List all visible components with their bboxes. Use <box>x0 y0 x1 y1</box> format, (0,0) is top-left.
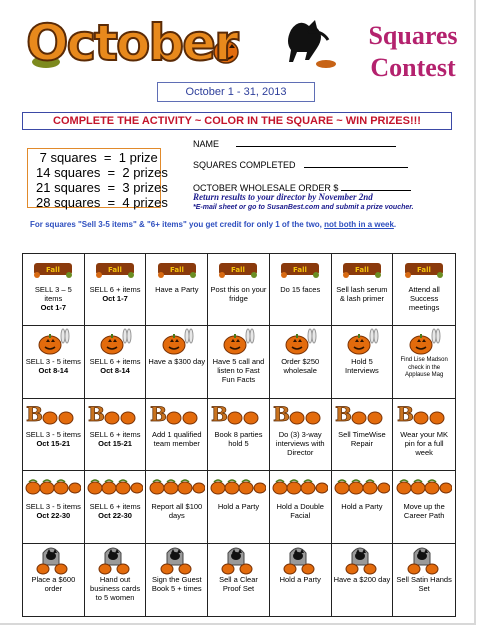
square-label: Have a $200 day <box>333 574 391 584</box>
pumpkin-icon <box>208 326 269 356</box>
square-date-range: Oct 1-7 <box>40 303 67 312</box>
squares-field[interactable] <box>193 158 408 170</box>
contest-square[interactable] <box>85 326 147 398</box>
contest-square[interactable] <box>393 544 455 616</box>
boo-pumpkins-icon <box>146 399 207 429</box>
note-text: For squares "Sell 3-5 items" & "6+ items" you get credit for only 1 of the two, <box>30 220 325 229</box>
contest-square[interactable] <box>208 544 270 616</box>
fall-harvest-icon <box>23 254 84 284</box>
contest-square[interactable] <box>85 544 147 616</box>
pumpkin-row-icon <box>270 471 331 501</box>
squares-label: SQUARES COMPLETED <box>193 160 296 170</box>
contest-title <box>358 20 468 84</box>
square-label: Have a Party <box>155 285 199 294</box>
squares-line[interactable] <box>304 158 408 168</box>
cat-tombstone-icon <box>23 544 84 574</box>
pumpkin-icon <box>332 326 393 356</box>
title-line-1: Squares <box>368 21 458 50</box>
cat-tombstone-icon <box>208 544 269 574</box>
contest-square[interactable] <box>332 326 394 398</box>
prize-table <box>27 148 168 210</box>
date-range-box: October 1 - 31, 2013 <box>157 82 315 102</box>
contest-square[interactable] <box>332 254 394 326</box>
fall-harvest-icon <box>393 254 455 284</box>
prize-row: 21 squares = 3 prizes <box>36 180 168 195</box>
square-label: SELL 6 + items <box>89 285 141 294</box>
square-label: Hold a Party <box>341 502 383 512</box>
contest-square[interactable] <box>23 254 85 326</box>
pumpkin-icon <box>146 326 207 356</box>
boo-pumpkins-icon <box>23 399 84 429</box>
square-label: Attend all Success meetings <box>408 285 440 312</box>
square-label: SELL 6 + items <box>89 502 141 512</box>
boo-pumpkins-icon <box>85 399 146 429</box>
square-label: Hold a Party <box>279 574 321 584</box>
note-end: . <box>393 220 397 229</box>
square-label: Sell Satin Hands Set <box>396 574 452 593</box>
square-label: Wear your MK pin for a full week <box>400 429 449 457</box>
name-field[interactable] <box>193 137 396 149</box>
contest-square[interactable] <box>270 326 332 398</box>
pumpkin-icon <box>270 326 331 356</box>
pumpkin-icon <box>23 326 84 356</box>
contest-square[interactable] <box>270 544 332 616</box>
square-date-range: Oct 15-21 <box>98 438 132 448</box>
cat-tombstone-icon <box>85 544 146 574</box>
pumpkin-row-icon <box>393 471 455 501</box>
contest-square[interactable] <box>270 471 332 543</box>
contest-square[interactable] <box>332 544 394 616</box>
square-label: Hold a Party <box>217 502 260 512</box>
fall-harvest-icon <box>85 254 146 284</box>
prize-row: 7 squares = 1 prize <box>36 150 158 165</box>
square-label: Hand out business cards to 5 women <box>90 574 141 602</box>
contest-square[interactable] <box>146 471 208 543</box>
fall-harvest-icon <box>208 254 269 284</box>
square-label: Hold 5 Interviews <box>345 357 379 376</box>
cat-tombstone-icon <box>270 544 331 574</box>
cat-tombstone-icon <box>393 544 455 574</box>
credit-note <box>30 220 450 229</box>
cat-tombstone-icon <box>146 544 207 574</box>
contest-square[interactable] <box>85 399 147 471</box>
square-label: Sell TimeWise Repair <box>338 429 386 448</box>
contest-square[interactable] <box>146 544 208 616</box>
square-date-range: Oct 8-14 <box>100 366 130 376</box>
svg-text:Fall: Fall <box>169 266 184 274</box>
title-line-2: Contest <box>370 53 456 82</box>
square-date-range: Oct 1-7 <box>102 294 128 303</box>
pumpkin-row-icon <box>332 471 393 501</box>
pumpkin-icon <box>85 326 146 356</box>
square-label: SELL 6 + items <box>89 429 141 439</box>
contest-square[interactable] <box>146 254 208 326</box>
squares-grid <box>22 253 456 617</box>
cat-tombstone-icon <box>332 544 393 574</box>
contest-square[interactable] <box>393 254 455 326</box>
email-instructions: *E-mail sheet or go to SusanBest.com and submit a prize voucher. <box>193 204 414 211</box>
square-label: Sign the Guest Book 5 + times <box>151 574 202 593</box>
fall-harvest-icon <box>332 254 393 284</box>
svg-text:B: B <box>149 402 167 425</box>
contest-square[interactable] <box>146 399 208 471</box>
contest-square[interactable] <box>393 471 455 543</box>
square-label: Hold a Double Facial <box>276 502 324 521</box>
contest-square[interactable] <box>270 254 332 326</box>
square-label: Book 8 parties hold 5 <box>214 429 263 448</box>
svg-text:Fall: Fall <box>354 266 369 274</box>
boo-pumpkins-icon <box>393 399 455 429</box>
svg-text:B: B <box>273 402 291 425</box>
svg-text:Fall: Fall <box>46 266 61 274</box>
square-label: Have a $300 day <box>148 357 206 367</box>
square-date-range: Oct 22-30 <box>36 511 71 521</box>
boo-pumpkins-icon <box>332 399 393 429</box>
square-label: Post this on your fridge <box>210 285 267 303</box>
prize-row: 28 squares = 4 prizes <box>36 195 168 210</box>
square-label: Find Lise Madson check in the Applause Mag <box>400 357 448 379</box>
square-date-range: Oct 22-30 <box>98 511 132 521</box>
fall-harvest-icon <box>270 254 331 284</box>
logo-text: October <box>26 14 237 72</box>
square-label: Have 5 call and listen to Fast Fun Facts <box>212 357 265 385</box>
square-label: Add 1 qualified team member <box>151 429 202 448</box>
name-label: NAME <box>193 139 220 149</box>
square-label: SELL 6 + items <box>89 357 141 367</box>
svg-text:B: B <box>88 402 105 425</box>
activity-banner: COMPLETE THE ACTIVITY ~ COLOR IN THE SQUARE ~ WIN PRIZES!!! <box>22 112 452 130</box>
svg-text:B: B <box>397 402 415 425</box>
contest-square[interactable] <box>332 399 394 471</box>
contest-square[interactable] <box>208 399 270 471</box>
pumpkin-row-icon <box>23 471 84 501</box>
square-date-range: Oct 8-14 <box>38 366 69 376</box>
boo-pumpkins-icon <box>270 399 331 429</box>
order-label: OCTOBER WHOLESALE ORDER $ <box>193 183 339 193</box>
prize-row: 14 squares = 2 prizes <box>36 165 168 180</box>
svg-text:Fall: Fall <box>293 266 308 274</box>
name-line[interactable] <box>236 137 396 147</box>
contest-square[interactable] <box>85 254 147 326</box>
contest-square[interactable] <box>332 471 394 543</box>
contest-square[interactable] <box>146 326 208 398</box>
square-label: SELL 3 - 5 items <box>25 429 81 439</box>
contest-square[interactable] <box>23 326 85 398</box>
square-label: Do 15 faces <box>280 285 321 294</box>
svg-text:B: B <box>26 402 44 425</box>
return-instructions: Return results to your director by November 2nd <box>193 192 373 202</box>
square-label: Order $250 wholesale <box>281 357 320 376</box>
contest-square[interactable] <box>208 254 270 326</box>
october-logo <box>26 12 346 76</box>
pumpkin-icon <box>393 326 455 356</box>
fall-harvest-icon <box>146 254 207 284</box>
pumpkin-row-icon <box>208 471 269 501</box>
pumpkin-row-icon <box>85 471 146 501</box>
contest-square[interactable] <box>23 399 85 471</box>
square-label: Sell lash serum & lash primer <box>336 285 388 303</box>
square-label: Move up the Career Path <box>403 502 445 521</box>
square-label: Sell a Clear Proof Set <box>219 574 258 593</box>
svg-text:Fall: Fall <box>108 266 123 274</box>
contest-square[interactable] <box>23 544 85 616</box>
svg-text:Fall: Fall <box>417 266 432 274</box>
svg-text:Fall: Fall <box>231 266 246 274</box>
contest-square[interactable] <box>85 471 147 543</box>
square-label: Do (3) 3-way interviews with Director <box>275 429 325 457</box>
boo-pumpkins-icon <box>208 399 269 429</box>
contest-square[interactable] <box>270 399 332 471</box>
contest-square[interactable] <box>208 471 270 543</box>
order-line[interactable] <box>341 181 411 191</box>
note-underlined: not both in a week <box>324 220 394 229</box>
contest-square[interactable] <box>208 326 270 398</box>
square-label: Report all $100 days <box>151 502 203 521</box>
svg-text:B: B <box>334 402 352 425</box>
contest-square[interactable] <box>393 326 455 398</box>
square-date-range: Oct 15-21 <box>36 438 71 448</box>
contest-square[interactable] <box>393 399 455 471</box>
square-label: Place a $600 order <box>31 574 76 593</box>
contest-square[interactable] <box>23 471 85 543</box>
square-label: SELL 3 – 5 items <box>34 285 72 303</box>
svg-text:B: B <box>211 402 229 425</box>
square-label: SELL 3 - 5 items <box>25 357 81 367</box>
square-label: SELL 3 - 5 items <box>25 502 81 512</box>
pumpkin-row-icon <box>146 471 207 501</box>
